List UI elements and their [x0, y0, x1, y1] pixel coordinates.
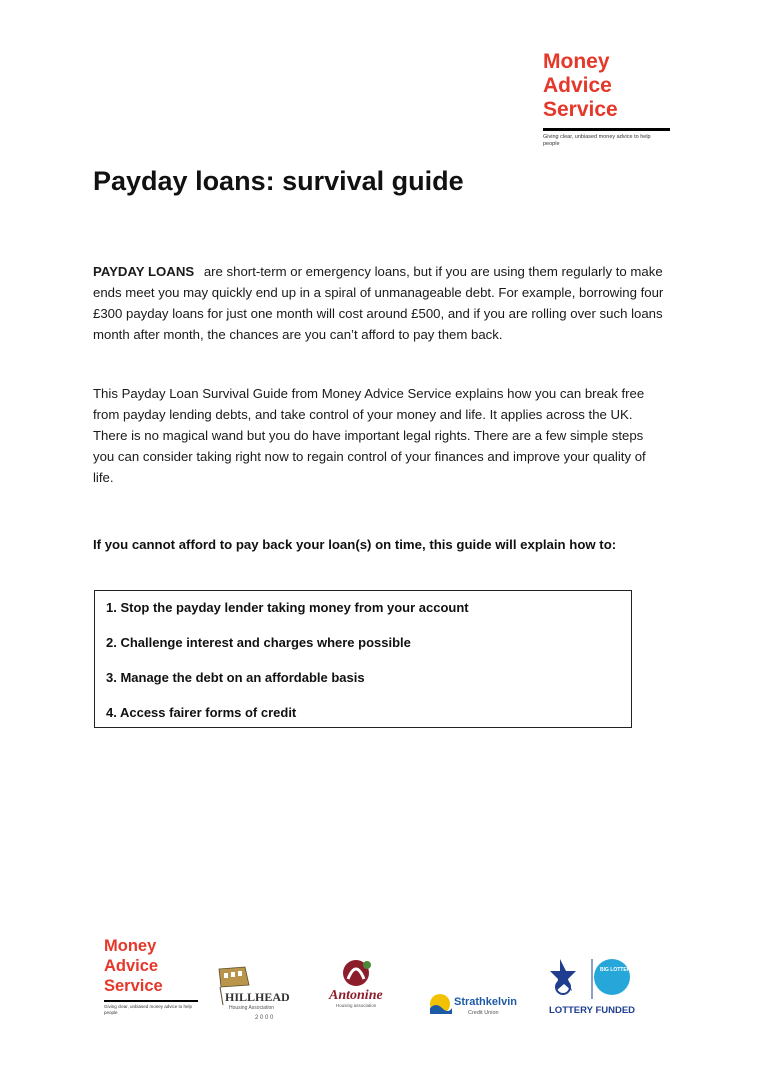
footer-logo-tagline: Giving clear, unbiased money advice to help people: [104, 1004, 193, 1015]
strathkelvin-sub: Credit Union: [468, 1010, 499, 1016]
logo-line-1: Money: [543, 50, 610, 73]
step-item: 4. Access fairer forms of credit: [106, 705, 297, 720]
paragraph-body: are short-term or emergency loans, but if you are using them regularly to make ends meet you may quickly end up in a spiral of unmanageable debt. For example, borrowing four £300 payday loans for just one month will cost around £500, and if you are rolling over such loans month after month, the chances are you can’t afford to pay them back.: [93, 264, 664, 342]
strathkelvin-wave-icon: [430, 994, 452, 1014]
hillhead-name: HILLHEAD: [225, 990, 290, 1004]
steps-intro: If you cannot afford to pay back your loan(s) on time, this guide will explain how to:: [93, 537, 617, 552]
hillhead-sub: Housing Association: [229, 1005, 275, 1011]
lottery-badge-text: BIG LOTTERY FUND: [600, 967, 649, 973]
antonine-housing-logo: [326, 955, 398, 1015]
hillhead-year: 2 0 0 0: [255, 1015, 274, 1021]
logo-line-3: Service: [543, 98, 618, 121]
footer-logo-line-2: Advice: [104, 957, 159, 975]
step-item: 3. Manage the debt on an affordable basis: [106, 670, 365, 685]
strathkelvin-name: Strathkelvin: [454, 996, 517, 1008]
footer-logo-rule: [104, 1000, 198, 1002]
lottery-funded-logo: [548, 955, 649, 1017]
money-advice-service-logo: [543, 50, 673, 148]
big-lottery-fund-badge: [594, 959, 630, 995]
paragraph-intro: [93, 261, 665, 345]
paragraph-guide: This Payday Loan Survival Guide from Money Advice Service explains how you can break free from payday lending debts, and take control of your money and life. It applies across the UK. There is no magical wand but you do have important legal rights. There are a few simple steps you can consider taking right now to regain control of your finances and improve your quality of life.: [93, 386, 646, 485]
footer-logo-line-3: Service: [104, 977, 163, 995]
paragraph-lead: PAYDAY LOANS: [93, 264, 195, 279]
step-item: 2. Challenge interest and charges where possible: [106, 635, 411, 650]
lottery-hand-icon: [550, 959, 576, 994]
antonine-sub: Housing association: [336, 1003, 377, 1008]
antonine-name: Antonine: [329, 988, 383, 1003]
logo-tagline: Giving clear, unbiased money advice to help people: [543, 134, 651, 147]
hillhead-housing-logo: [215, 965, 300, 1023]
logo-rule: [543, 128, 670, 131]
steps-box: [94, 590, 632, 728]
logo-line-2: Advice: [543, 74, 612, 97]
step-item: 1. Stop the payday lender taking money from your account: [106, 600, 469, 615]
page-title: Payday loans: survival guide: [93, 166, 464, 196]
antonine-emblem-icon: [343, 960, 371, 986]
footer-money-advice-service-logo: [104, 936, 200, 1016]
footer-logo-line-1: Money: [104, 937, 157, 955]
lottery-funded-label: LOTTERY FUNDED: [549, 1005, 636, 1016]
strathkelvin-credit-union-logo: [428, 990, 528, 1020]
